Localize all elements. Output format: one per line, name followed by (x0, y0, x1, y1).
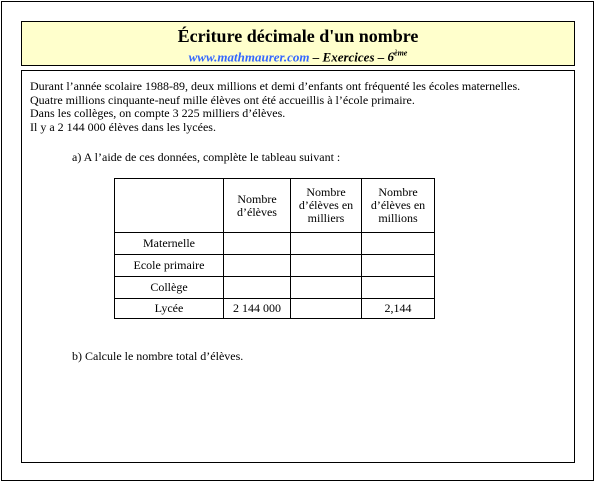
section-label: Exercices (322, 49, 375, 65)
row-label: Lycée (115, 299, 224, 319)
site-link[interactable]: www.mathmaurer.com (188, 49, 310, 65)
intro-line: Il y a 2 144 000 élèves dans les lycées. (30, 119, 216, 134)
cell-millions[interactable]: 2,144 (362, 299, 435, 319)
table-header-millions: Nombre d’élèves en millions (362, 179, 435, 233)
cell-count[interactable]: 2 144 000 (224, 299, 291, 319)
table-row (115, 255, 435, 277)
intro-line: Durant l’année scolaire 1988-89, deux millions et demi d’enfants ont fréquenté les écoles maternelles. (30, 79, 521, 93)
level-label: 6ème (387, 49, 408, 65)
cell-count[interactable] (224, 233, 291, 255)
cell-count[interactable] (224, 277, 291, 299)
cell-millions[interactable] (362, 255, 435, 277)
table-row (115, 277, 435, 299)
row-label: Maternelle (115, 233, 224, 255)
header-subtitle (22, 46, 574, 65)
intro-text (30, 80, 520, 134)
cell-millions[interactable] (362, 277, 435, 299)
cell-millions[interactable] (362, 233, 435, 255)
cell-thousands[interactable] (291, 299, 362, 319)
separator: – (309, 49, 323, 65)
cell-thousands[interactable] (291, 233, 362, 255)
table-header-count: Nombre d’élèves (224, 179, 291, 233)
question-b: b) Calcule le nombre total d’élèves. (72, 349, 244, 363)
cell-count[interactable] (224, 255, 291, 277)
cell-thousands[interactable] (291, 277, 362, 299)
row-label: Ecole primaire (115, 255, 224, 277)
data-table (114, 178, 435, 319)
intro-line: Quatre millions cinquante-neuf mille élèves ont été accueillis à l’école primaire. (30, 92, 415, 107)
header-banner (21, 21, 575, 66)
row-label: Collège (115, 277, 224, 299)
cell-thousands[interactable] (291, 255, 362, 277)
exercise-content (21, 70, 575, 463)
table-row (115, 299, 435, 319)
table-header-empty (115, 179, 224, 233)
question-a: a) A l’aide de ces données, complète le tableau suivant : (72, 150, 341, 164)
separator: – (374, 49, 388, 65)
intro-line: Dans les collèges, on compte 3 225 milliers d’élèves. (30, 106, 286, 120)
page-title: Écriture décimale d'un nombre (177, 26, 419, 46)
table-row (115, 233, 435, 255)
table-header-row (115, 179, 435, 233)
table-header-thousands: Nombre d’élèves en milliers (291, 179, 362, 233)
